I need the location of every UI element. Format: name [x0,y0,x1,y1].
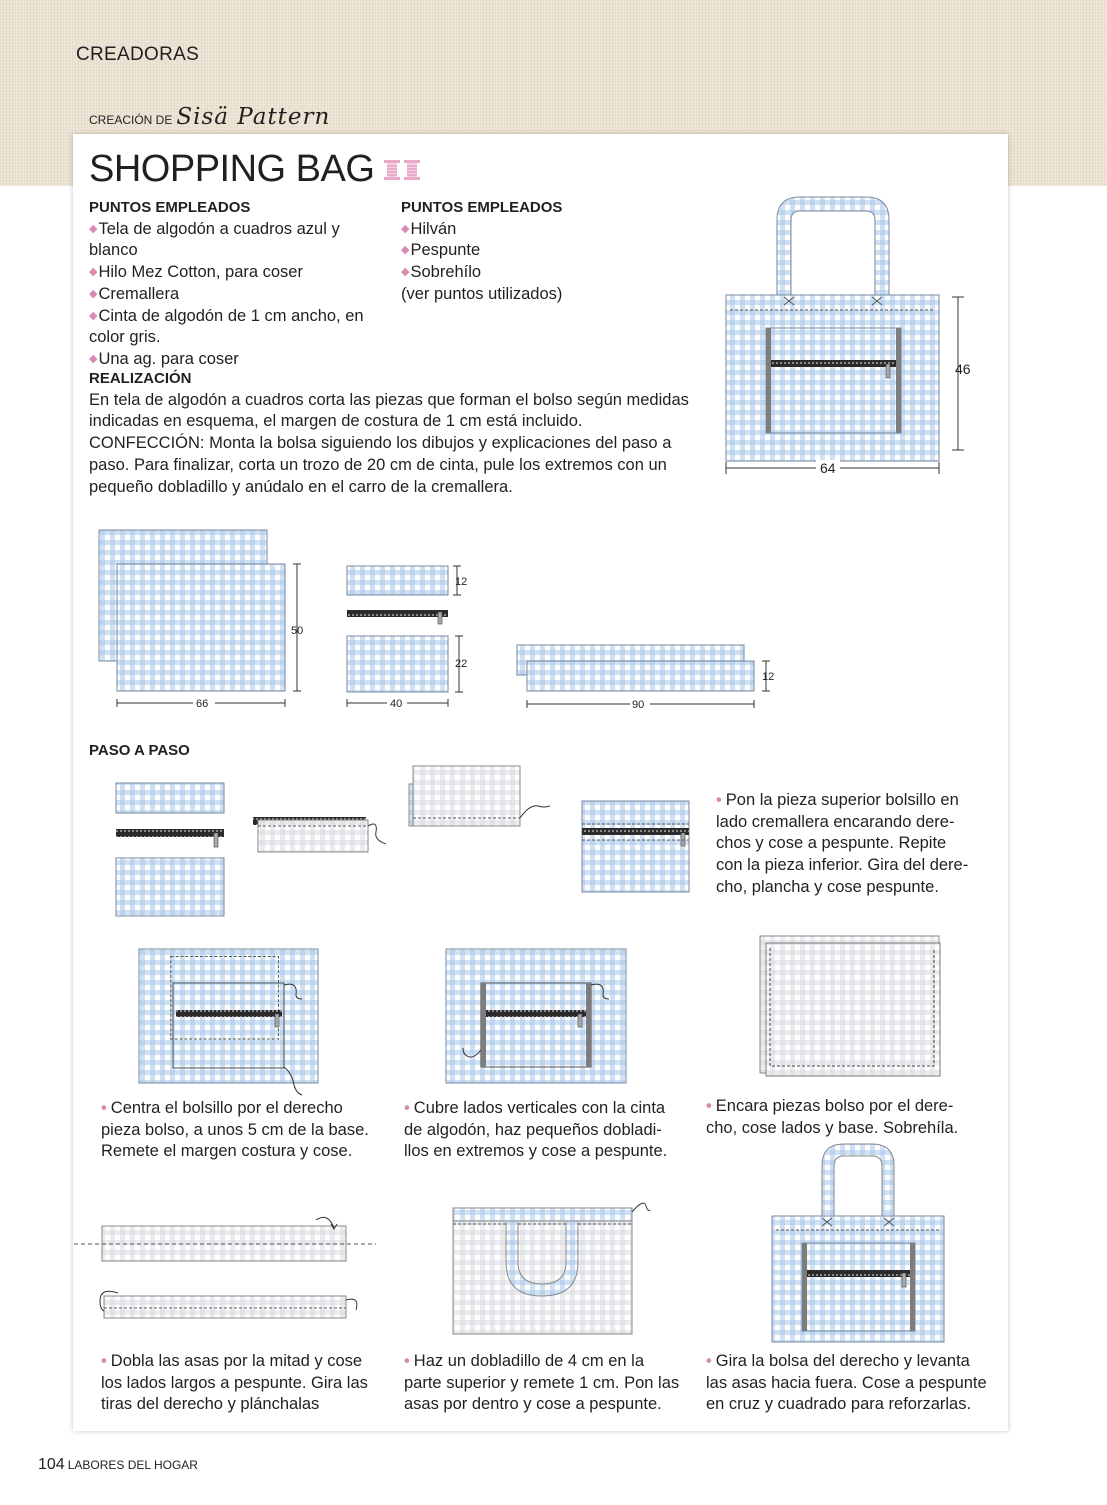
stitch-note: (ver puntos utilizados) [401,284,563,303]
step-line: Centra el bolsillo por el derecho [110,1099,343,1117]
step-1-diagram [116,766,689,916]
step-line: cho, cose lados y base. Sobrehíla. [706,1118,959,1137]
material-text: Cinta de algodón de 1 cm ancho, en color gris. [89,306,364,347]
diamond-bullet-icon: ◆ [89,352,98,365]
dimension-label: 46 [955,361,971,377]
instructions-line: paso. Para finalizar, corta un trozo de 20 cm de cinta, pule los extremos con un [89,455,667,474]
material-text: Una ag. para coser [98,349,239,368]
step-4-diagram [760,936,940,1076]
step-line: lado cremallera encarando dere- [716,812,955,831]
title-text: SHOPPING BAG [89,148,375,190]
diamond-bullet-icon: ◆ [89,309,98,322]
instructions-line: En tela de algodón a cuadros corta las piezas que forman el bolso según medidas [89,390,689,409]
stitch-text: Hilván [410,219,457,238]
dimension-label: 64 [820,460,836,476]
pink-dot-icon: • [404,1099,410,1117]
step-line: parte superior y remete 1 cm. Pon las [404,1373,680,1392]
diamond-bullet-icon: ◆ [89,287,98,300]
diamond-bullet-icon: ◆ [401,244,410,257]
step-line: Haz un dobladillo de 4 cm en la [413,1352,645,1370]
step-7-diagram [772,1144,944,1342]
stitches-heading: PUNTOS EMPLEADOS [401,199,563,216]
step-line: asas por dentro y cose a pespunte. [404,1395,662,1414]
step-2-diagram [139,949,318,1095]
step-line: Remete el margen costura y cose. [101,1142,353,1161]
dimension-label: 12 [762,671,775,683]
materials-heading: PUNTOS EMPLEADOS [89,199,251,216]
pink-dot-icon: • [706,1097,712,1115]
step-line: Encara piezas bolso por el dere- [715,1097,954,1115]
dimension-label: 12 [455,576,468,588]
dimension-label: 40 [390,698,403,710]
dimension-label: 50 [291,625,304,637]
dimension-label: 22 [455,658,468,670]
step-line: los lados largos a pespunte. Gira las [101,1373,368,1392]
section-label: CREADORAS [76,44,200,65]
step-line: Cubre lados verticales con la cinta [413,1099,666,1117]
instructions-line: indicadas en esquema, el margen de costura de 1 cm está incluido. [89,412,583,431]
pink-dot-icon: • [706,1352,712,1370]
instructions-line: pequeño dobladillo y anúdalo en el carro de la cremallera. [89,477,513,496]
diamond-bullet-icon: ◆ [401,222,410,235]
step-line: tiras del derecho y plánchalas [101,1395,320,1414]
diamond-bullet-icon: ◆ [89,266,98,279]
pink-dot-icon: • [101,1352,107,1370]
step-5-diagram [74,1217,376,1318]
credit-prefix: CREACIÓN DE [89,113,173,127]
material-text: Hilo Mez Cotton, para coser [98,263,303,282]
instructions-line: CONFECCIÓN: Monta la bolsa siguiendo los dibujos y explicaciones del paso a [89,434,672,453]
pink-dot-icon: • [101,1099,107,1117]
step-6-diagram [453,1203,650,1334]
step-line: las asas hacia fuera. Cose a pespunte [706,1373,987,1392]
step-line: Gira la bolsa del derecho y levanta [715,1352,970,1370]
designer-name: Sisä Pattern [176,104,331,130]
page-number: 104 [38,1456,65,1473]
step-line: Dobla las asas por la mitad y cose [110,1352,363,1370]
step-line: chos y cose a pespunte. Repite [716,834,947,853]
instructions-heading: REALIZACIÓN [89,370,192,387]
stitch-text: Pespunte [410,241,481,260]
step-line: pieza bolso, a unos 5 cm de la base. [101,1120,369,1139]
step-line: Pon la pieza superior bolsillo en [725,791,959,809]
diamond-bullet-icon: ◆ [89,222,98,235]
step-line: de algodón, haz pequeños dobladi- [404,1120,662,1139]
step-line: en cruz y cuadrado para reforzarlas. [706,1395,972,1414]
dimension-label: 66 [196,698,209,710]
material-text: Cremallera [98,284,180,303]
pink-dot-icon: • [404,1352,410,1370]
step-line: llos en extremos y cose a pespunte. [404,1142,668,1161]
step-3-diagram [446,949,626,1083]
material-text: Tela de algodón a cuadros azul y blanco [89,219,340,260]
finished-bag-diagram [726,197,971,476]
pink-dot-icon: • [716,791,722,809]
stitch-text: Sobrehílo [410,263,482,282]
step-line: con la pieza inferior. Gira del dere- [716,856,969,875]
dimension-label: 90 [632,699,645,711]
cutting-layout [99,530,774,711]
steps-heading: PASO A PASO [89,742,190,759]
step-line: cho, plancha y cose pespunte. [716,877,939,896]
diamond-bullet-icon: ◆ [401,266,410,279]
magazine-name: LABORES DEL HOGAR [67,1458,198,1472]
